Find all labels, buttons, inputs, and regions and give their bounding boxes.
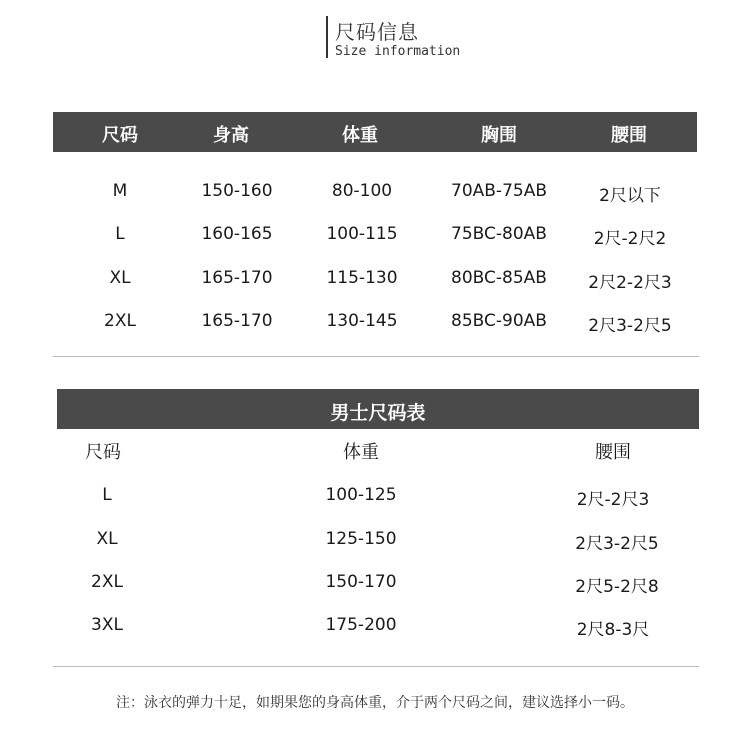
cell-height: 150-160 bbox=[201, 181, 273, 201]
cell-size: 3XL bbox=[91, 615, 123, 635]
size-note: 注：泳衣的弹力十足，如期果您的身高体重，介于两个尺码之间，建议选择小一码。 bbox=[116, 695, 634, 711]
cell-bust: 85BC-90AB bbox=[451, 311, 547, 331]
cell-size: M bbox=[112, 181, 128, 201]
cell-height: 165-170 bbox=[201, 311, 273, 331]
header-waist: 腰围 bbox=[595, 442, 631, 463]
size-table-header bbox=[53, 112, 697, 152]
cell-height: 165-170 bbox=[201, 268, 273, 288]
cell-waist: 2尺3-2尺5 bbox=[575, 534, 659, 554]
cell-weight: 80-100 bbox=[331, 181, 393, 201]
header-weight: 体重 bbox=[343, 442, 379, 463]
cell-size: 2XL bbox=[91, 572, 123, 592]
page-subtitle: Size information bbox=[335, 44, 461, 59]
header-waist: 腰围 bbox=[611, 125, 647, 146]
cell-weight: 100-115 bbox=[326, 224, 398, 244]
cell-weight: 130-145 bbox=[326, 311, 398, 331]
header-size: 尺码 bbox=[102, 125, 138, 146]
cell-size: L bbox=[115, 224, 125, 244]
mens-table-title-bar bbox=[57, 389, 699, 429]
cell-size: XL bbox=[109, 268, 131, 288]
cell-waist: 2尺以下 bbox=[599, 186, 661, 206]
cell-weight: 100-125 bbox=[325, 485, 397, 505]
cell-weight: 150-170 bbox=[325, 572, 397, 592]
cell-waist: 2尺-2尺3 bbox=[576, 490, 650, 510]
page-title: 尺码信息 bbox=[335, 20, 419, 44]
cell-waist: 2尺2-2尺3 bbox=[588, 273, 672, 293]
cell-waist: 2尺8-3尺 bbox=[576, 620, 650, 640]
cell-size: XL bbox=[96, 529, 118, 549]
cell-waist: 2尺5-2尺8 bbox=[575, 577, 659, 597]
header-height: 身高 bbox=[213, 125, 249, 146]
section-divider bbox=[53, 666, 699, 667]
section-divider bbox=[53, 356, 699, 357]
header-size: 尺码 bbox=[85, 442, 121, 463]
title-divider bbox=[326, 16, 328, 58]
cell-bust: 75BC-80AB bbox=[451, 224, 547, 244]
cell-bust: 80BC-85AB bbox=[451, 268, 547, 288]
cell-weight: 175-200 bbox=[325, 615, 397, 635]
cell-size: 2XL bbox=[104, 311, 136, 331]
cell-waist: 2尺3-2尺5 bbox=[588, 316, 672, 336]
cell-bust: 70AB-75AB bbox=[451, 181, 547, 201]
cell-weight: 125-150 bbox=[325, 529, 397, 549]
cell-size: L bbox=[102, 485, 112, 505]
cell-height: 160-165 bbox=[201, 224, 273, 244]
header-weight: 体重 bbox=[342, 125, 378, 146]
cell-weight: 115-130 bbox=[326, 268, 398, 288]
cell-waist: 2尺-2尺2 bbox=[593, 229, 667, 249]
mens-table-title: 男士尺码表 bbox=[330, 402, 426, 424]
header-bust: 胸围 bbox=[481, 125, 517, 146]
